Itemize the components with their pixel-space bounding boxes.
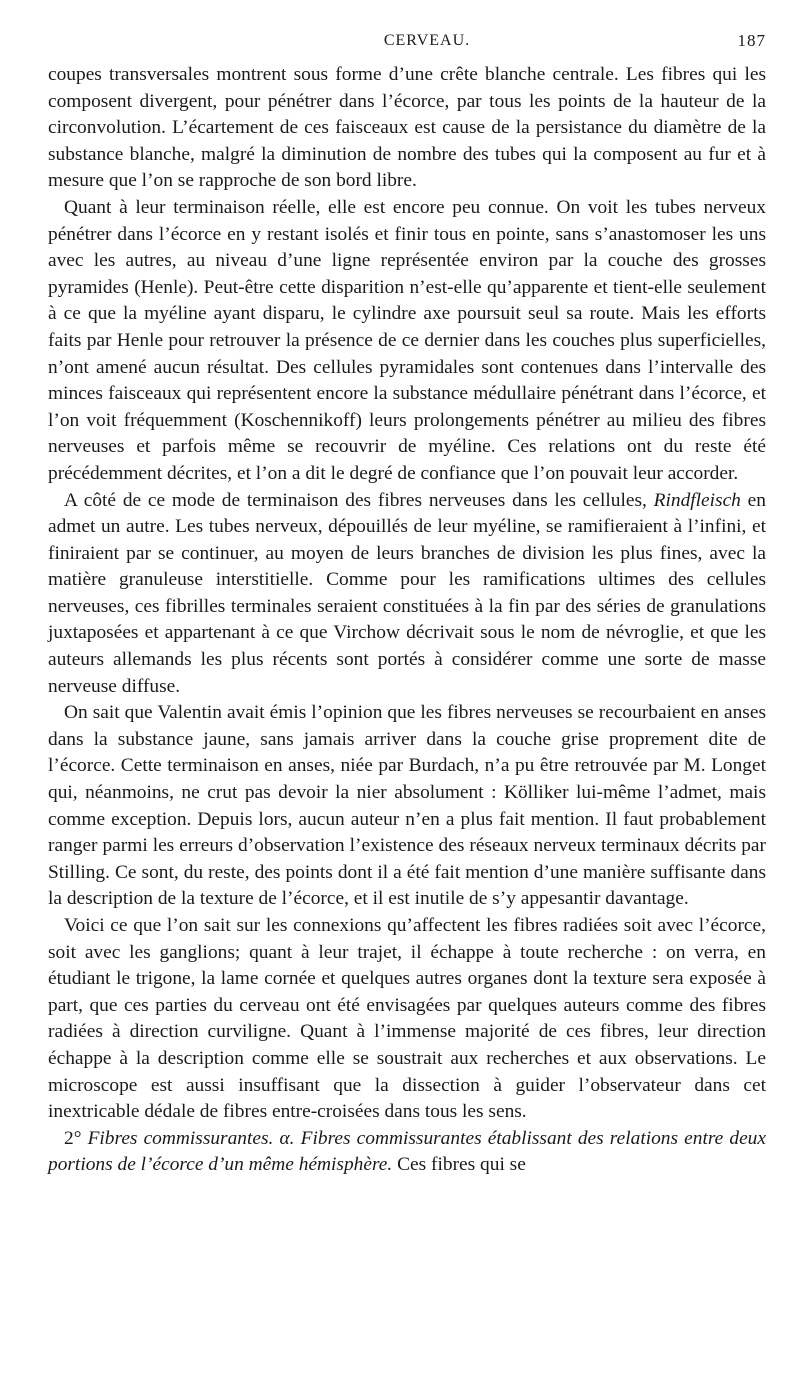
page-number: 187	[737, 31, 766, 50]
paragraph-rindfleisch-end: en admet un autre. Les tubes nerveux, dépouillés de leur myéline, se ramifieraient à l’infini, et finiraient par se continuer, au moyen de leurs branches de division les plus fines, avec la matière granuleuse interstitielle. Comme pour les ramifications ultimes des cellules nerveuses, ces fibrilles terminales seraient constituées à la fin par des séries de granulations juxtaposées et appartenant à ce que Virchow décrivait sous le nom de névroglie, et que les auteurs allemands les plus récents sont portés à considérer comme une sorte de masse nerveuse diffuse.	[48, 489, 766, 697]
subsection-marker: α.	[279, 1127, 295, 1149]
running-head	[48, 28, 766, 54]
section-number: 2°	[64, 1127, 82, 1149]
running-title: CERVEAU.	[383, 32, 471, 49]
paragraph-rindfleisch-start: A côté de ce mode de terminaison des fibres nerveuses dans les cellules,	[64, 489, 654, 511]
paragraph-continuation: coupes transversales montrent sous forme d’une crête blanche centrale. Les fibres qui les composent divergent, pour pénétrer dans l’écorce, par tous les points de la hauteur de la circonvolution. L’écartement de ces faisceaux est cause de la persistance du diamètre de la substance blanche, malgré la diminution de nombre des tubes qui la composent au fur et à mesure que l’on se rapproche de son bord libre.	[48, 64, 766, 192]
paragraph-terminaison: Quant à leur terminaison réelle, elle est encore peu connue. On voit les tubes nerveux pénétrer dans l’écorce en y restant isolés et finir tous en pointe, sans s’anastomoser les uns avec les autres, au niveau d’une ligne représentée environ par la couche des grosses pyramides (Henle). Peut-être cette disparition n’est-elle qu’apparente et tient-elle seulement à ce que la myéline ayant disparu, le cylindre axe poursuit seul sa route. Mais les efforts faits par Henle pour retrouver la présence de ce dernier dans les couches plus superficielles, n’ont amené aucun résultat. Des cellules pyramidales sont contenues dans l’intervalle des minces faisceaux qui représentent encore la substance médullaire pénétrant dans l’écorce, et l’on voit fréquemment (Koschennikoff) leurs prolongements pénétrer au milieu des fibres nerveuses et parfois même se recouvrir de myéline. Ces relations ont du reste été précédemment décrites, et l’on a dit le degré de confiance que l’on pouvait leur accorder.	[48, 196, 766, 484]
body-text	[48, 62, 766, 1179]
section-text-start: Ces fibres qui se	[397, 1154, 526, 1176]
author-name-rindfleisch: Rindfleisch	[653, 489, 741, 511]
section-title: Fibres commissurantes.	[87, 1127, 274, 1149]
paragraph-valentin: On sait que Valentin avait émis l’opinion que les fibres nerveuses se recourbaient en anses dans la substance jaune, sans jamais arriver dans la couche grise proprement dite de l’écorce. Cette terminaison en anses, niée par Burdach, n’a pu être retrouvée par M. Longet qui, néanmoins, ne crut pas devoir la nier absolument : Kölliker lui-même l’admet, mais comme exception. Depuis lors, aucun auteur n’en a plus fait mention. Il faut probablement ranger parmi les erreurs d’observation l’existence des réseaux nerveux terminaux décrits par Stilling. Ce sont, du reste, des points dont il a été fait mention d’une manière suffisante dans la description de la texture de l’écorce, et il est inutile de s’y appesantir davantage.	[48, 702, 766, 910]
subsection-title: Fibres commissurantes établissant des relations entre deux portions de l’écorce d’un même hémisphère.	[48, 1127, 766, 1176]
paragraph-connexions: Voici ce que l’on sait sur les connexions qu’affectent les fibres radiées soit avec l’écorce, soit avec les ganglions; quant à leur trajet, il échappe à toute recherche : on verra, en étudiant le trigone, la lame cornée et quelques autres organes dont la texture sera exposée à part, que ces parties du cerveau ont été envisagées par quelques auteurs comme des fibres radiées à direction curviligne. Quant à l’immense majorité de ces fibres, leur direction échappe à la description comme elle se soustrait aux recherches et aux observations. Le microscope est aussi insuffisant que la dissection à guider l’observateur dans cet inextricable dédale de fibres entre-croisées dans tous les sens.	[48, 915, 766, 1123]
paragraph-rindfleisch	[48, 488, 766, 701]
section-commissurantes	[48, 1126, 766, 1179]
